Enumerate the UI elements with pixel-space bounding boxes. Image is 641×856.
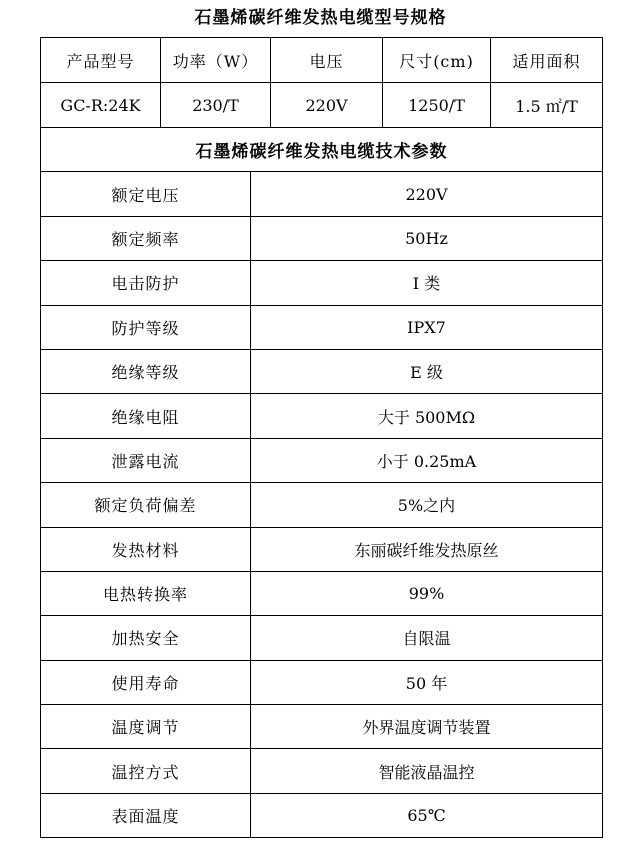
- param-row: [41, 216, 603, 260]
- param-row: [41, 571, 603, 615]
- param-label: 温度调节: [41, 705, 251, 749]
- param-label: 发热材料: [41, 527, 251, 571]
- param-row: [41, 527, 603, 571]
- param-value: 99%: [251, 571, 603, 615]
- param-value: E 级: [251, 349, 603, 393]
- param-label: 额定频率: [41, 216, 251, 260]
- param-label: 电热转换率: [41, 571, 251, 615]
- param-value: 50 年: [251, 660, 603, 704]
- header-area: 适用面积: [491, 38, 603, 83]
- value-voltage: 220V: [271, 83, 383, 128]
- spec-value-row: [41, 83, 603, 128]
- param-value: 220V: [251, 172, 603, 216]
- value-area: 1.5 ㎡/T: [491, 83, 603, 128]
- param-value: 自限温: [251, 616, 603, 660]
- value-size: 1250/T: [383, 83, 491, 128]
- param-label: 加热安全: [41, 616, 251, 660]
- param-value: 小于 0.25mA: [251, 438, 603, 482]
- param-row: [41, 705, 603, 749]
- param-row: [41, 660, 603, 704]
- param-label: 使用寿命: [41, 660, 251, 704]
- param-value: 东丽碳纤维发热原丝: [251, 527, 603, 571]
- params-title: 石墨烯碳纤维发热电缆技术参数: [41, 128, 603, 172]
- document-title: 石墨烯碳纤维发热电缆型号规格: [194, 8, 447, 28]
- header-size: 尺寸(cm): [383, 38, 491, 83]
- param-value: 65℃: [251, 793, 603, 837]
- param-row: [41, 616, 603, 660]
- param-label: 绝缘电阻: [41, 394, 251, 438]
- spec-table: [40, 37, 603, 128]
- header-voltage: 电压: [271, 38, 383, 83]
- param-value: 外界温度调节装置: [251, 705, 603, 749]
- param-label: 表面温度: [41, 793, 251, 837]
- header-model: 产品型号: [41, 38, 161, 83]
- param-label: 绝缘等级: [41, 349, 251, 393]
- param-label: 泄露电流: [41, 438, 251, 482]
- param-row: [41, 305, 603, 349]
- param-row: [41, 793, 603, 837]
- param-value: IPX7: [251, 305, 603, 349]
- param-label: 额定电压: [41, 172, 251, 216]
- param-table: [40, 127, 603, 838]
- param-label: 电击防护: [41, 261, 251, 305]
- param-row: [41, 394, 603, 438]
- value-model: GC-R:24K: [41, 83, 161, 128]
- param-row: [41, 172, 603, 216]
- param-value: 5%之内: [251, 483, 603, 527]
- param-label: 额定负荷偏差: [41, 483, 251, 527]
- param-label: 温控方式: [41, 749, 251, 793]
- spec-header-row: [41, 38, 603, 83]
- param-value: 50Hz: [251, 216, 603, 260]
- param-value: 大于 500MΩ: [251, 394, 603, 438]
- param-row: [41, 749, 603, 793]
- value-power: 230/T: [161, 83, 271, 128]
- param-row: [41, 261, 603, 305]
- param-row: [41, 438, 603, 482]
- params-title-row: [41, 128, 603, 172]
- param-label: 防护等级: [41, 305, 251, 349]
- param-row: [41, 349, 603, 393]
- param-row: [41, 483, 603, 527]
- param-value: I 类: [251, 261, 603, 305]
- param-value: 智能液晶温控: [251, 749, 603, 793]
- header-power: 功率（W）: [161, 38, 271, 83]
